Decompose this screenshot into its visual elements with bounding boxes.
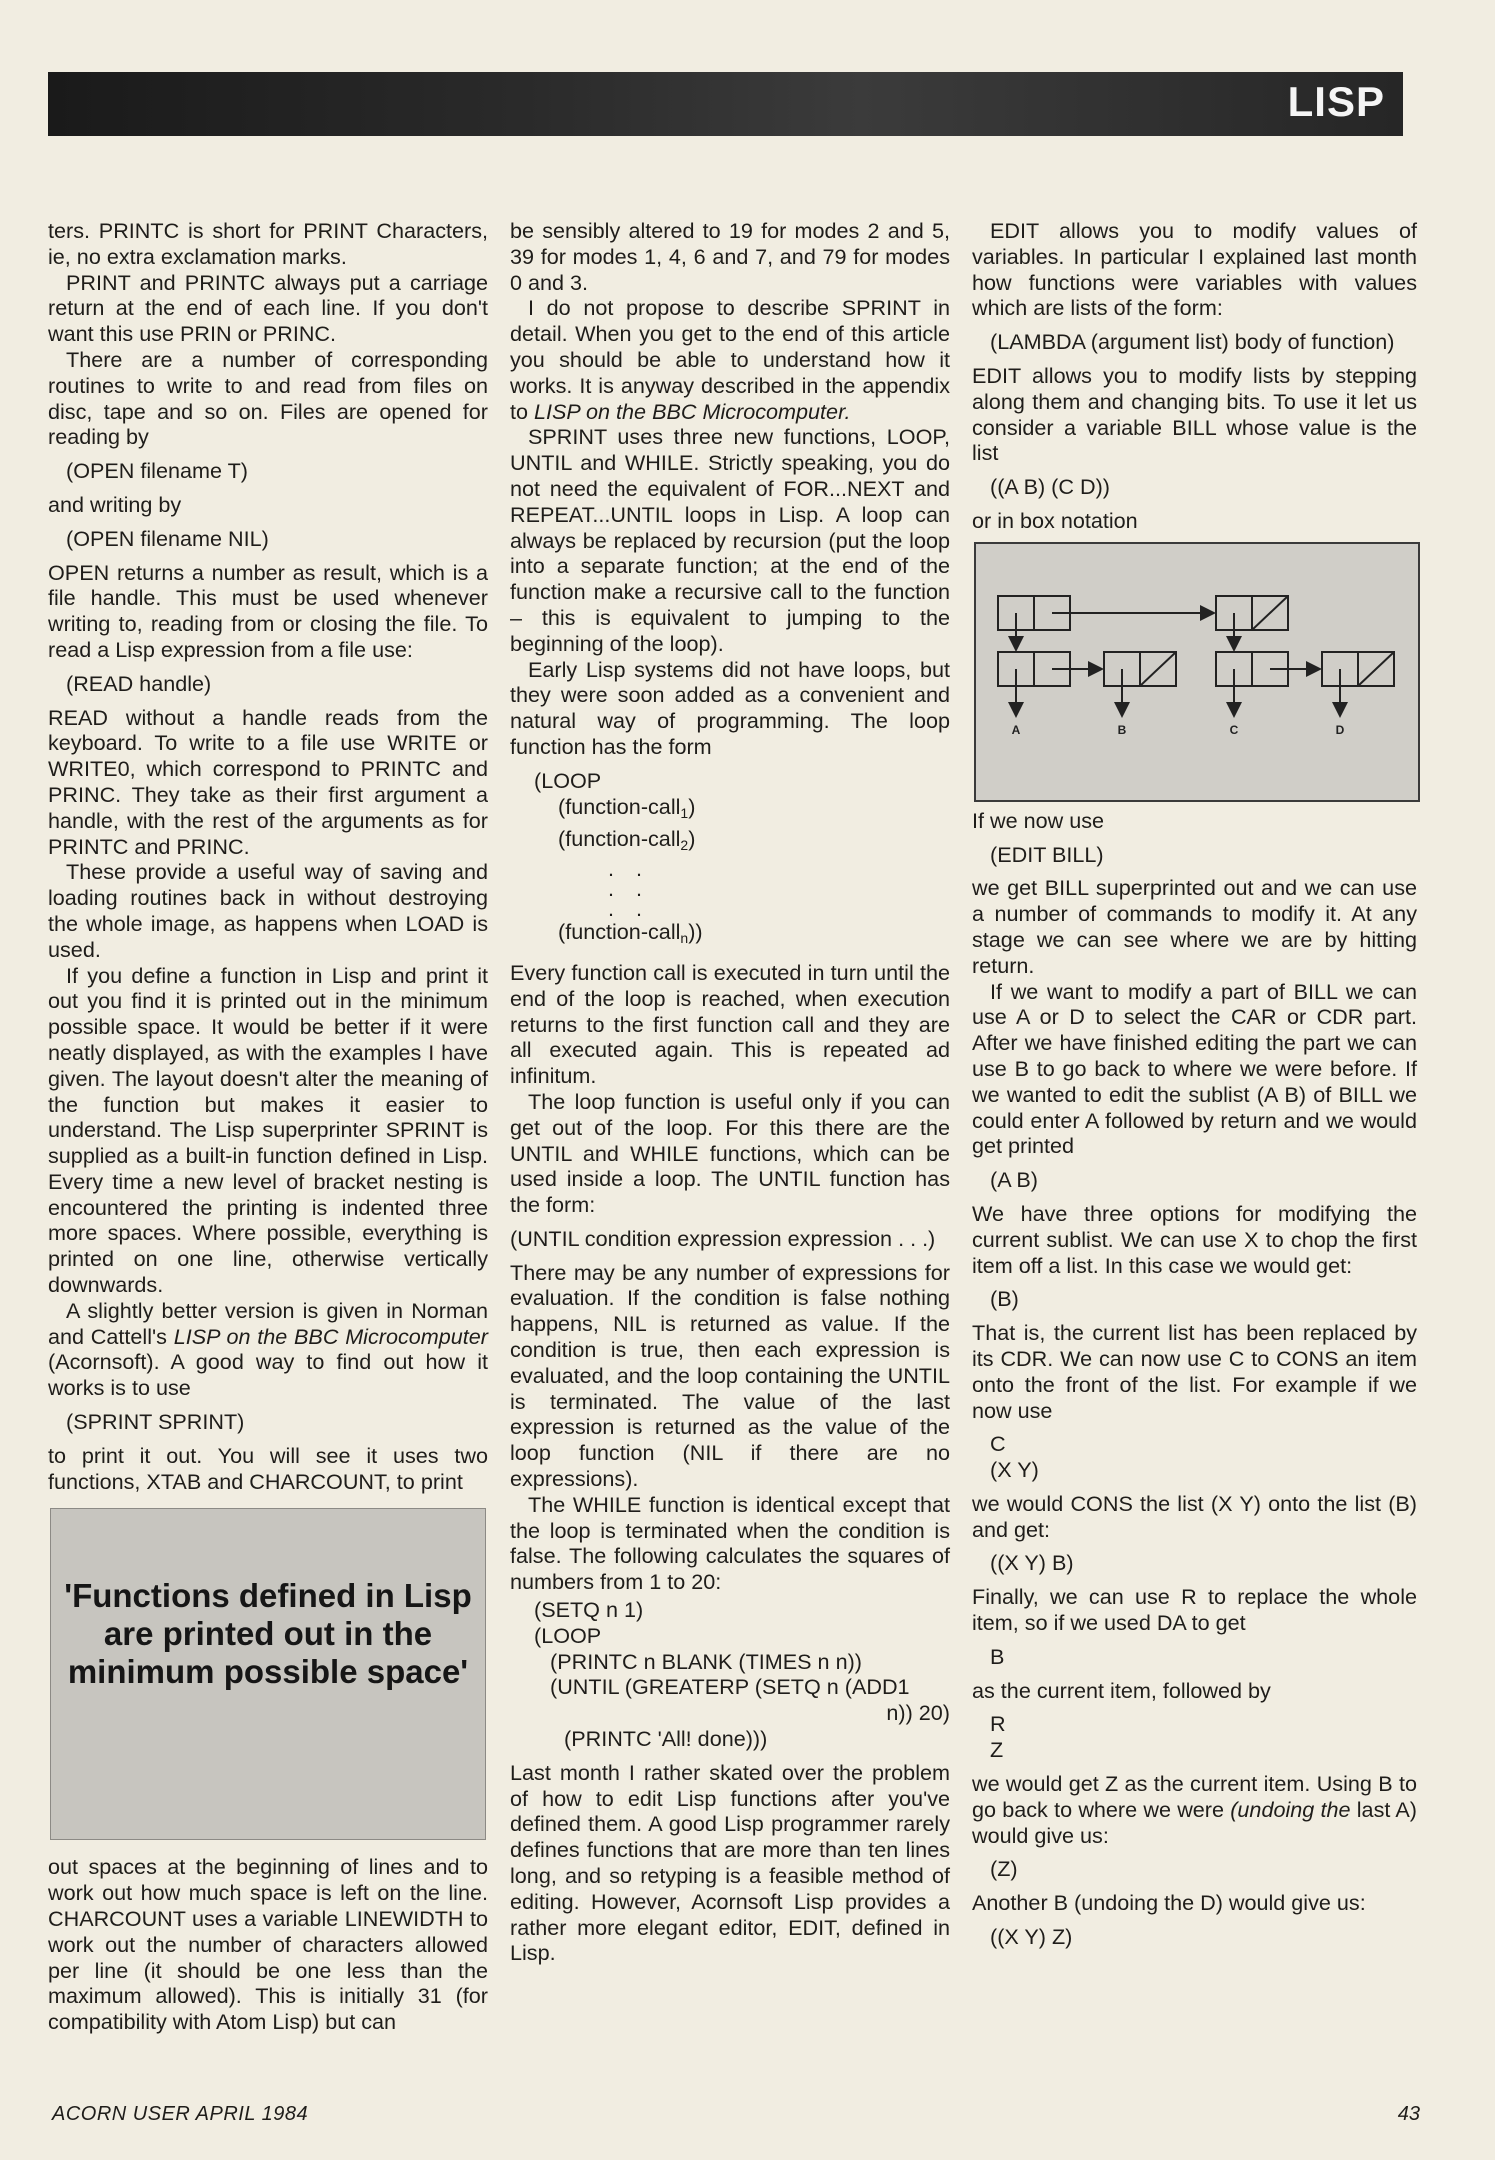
- code-example: C (X Y): [990, 1431, 1039, 1483]
- section-header-bar: [48, 72, 1403, 136]
- ellipsis-dots: . .: [608, 876, 650, 902]
- code-example: (UNTIL condition expression expression . . .): [510, 1225, 936, 1251]
- paragraph: we would get Z as the current item. Using B to go back to where we were (undoing the last A) would give us:: [972, 1771, 1417, 1848]
- squares-program: (SETQ n 1) (LOOP (PRINTC n BLANK (TIMES n n)) (UNTIL (GREATERP (SETQ n (ADD1 n)) 20) (PRINTC 'All! done))): [534, 1597, 950, 1752]
- paragraph: we would CONS the list (X Y) onto the list (B) and get:: [972, 1490, 1417, 1542]
- paragraph: If we now use: [972, 807, 1105, 833]
- loop-form-example: (LOOP (function-call$_1$) (function-call$_2$) . . . . . . (function-call$_n$)): [534, 768, 950, 952]
- paragraph: If you define a function in Lisp and print it out you find it is printed out in the minimum possible space. It would be better if it were neatly displayed, as with the examples I have given. The layout doesn't alter the meaning of the function but makes it easier to understand. The Lisp superprinter SPRINT is supplied as a built-in function defined in Lisp. Every time a new level of bracket nesting is encountered the printing is indented three more spaces. Where possible, everything is printed on one line, otherwise vertically downwards.: [48, 962, 488, 1298]
- paragraph: Last month I rather skated over the problem of how to edit Lisp functions after you've defined them. A good Lisp programmer rarely defines functions that are more than ten lines long, and so retyping is a feasible method of editing. However, Acornsoft Lisp provides a rather more elegant editor, EDIT, defined in Lisp.: [510, 1759, 950, 1966]
- atom-label-c: C: [1229, 722, 1239, 737]
- page-number: 43: [1397, 2103, 1420, 2125]
- code-example: R Z: [990, 1711, 1006, 1763]
- pull-quote: 'Functions defined in Lisp are printed out in the minimum possible space': [64, 1577, 472, 1691]
- paragraph: out spaces at the beginning of lines and to work out how much space is left on the line. CHARCOUNT uses a variable LINEWIDTH to work out the number of characters allowed per line (it should be one less than the maximum allowed). This is initially 31 (for compatibility with Atom Lisp) but can: [48, 1854, 488, 2035]
- paragraph: There may be any number of expressions for evaluation. If the condition is false nothing happens, NIL is returned as value. If the condition is true, then each expression is evaluated, and the loop containing the UNTIL is terminated. The value of the last expression is returned as the value of the loop function (NIL if there are no expressions).: [510, 1259, 950, 1492]
- paragraph: The WHILE function is identical except that the loop is terminated when the condition is false. The following calculates the squares of numbers from 1 to 20:: [510, 1491, 950, 1595]
- paragraph: There are a number of corresponding routines to write to and read from files on disc, tape and so on. Files are opened for reading by: [48, 346, 488, 450]
- column-3: [972, 218, 1417, 1958]
- paragraph: We have three options for modifying the current sublist. We can use X to chop the first item off a list. In this case we would get:: [972, 1200, 1417, 1278]
- paragraph: That is, the current list has been replaced by its CDR. We can now use C to CONS an item onto the front of the list. For example if we now use: [972, 1320, 1417, 1423]
- paragraph: If we want to modify a part of BILL we can use A or D to select the CAR or CDR part. After we have finished editing the part we can use B to go back to where we were before. If we wanted to edit the sublist (A B) of BILL we could enter A followed by return and we would get printed: [972, 978, 1417, 1159]
- column-2: [510, 218, 950, 1966]
- code-example: (READ handle): [66, 670, 212, 696]
- paragraph: to print it out. You will see it uses two functions, XTAB and CHARCOUNT, to print: [48, 1442, 488, 1494]
- atom-label-d: D: [1335, 722, 1345, 737]
- paragraph: OPEN returns a number as result, which is a file handle. This must be used whenever writing to, reading from or closing the file. To read a Lisp expression from a file use:: [48, 559, 488, 662]
- paragraph: EDIT allows you to modify lists by stepping along them and changing bits. To use it let us consider a variable BILL whose value is the list: [972, 362, 1417, 466]
- code-example: (EDIT BILL): [990, 841, 1104, 867]
- code-example: (LAMBDA (argument list) body of function): [990, 329, 1395, 355]
- ellipsis-dots: . .: [608, 856, 650, 882]
- paragraph: we get BILL superprinted out and we can use a number of commands to modify it. At any stage we can see where we are by hitting return.: [972, 875, 1417, 978]
- paragraph: SPRINT uses three new functions, LOOP, UNTIL and WHILE. Strictly speaking, you do not need the equivalent of FOR...NEXT and REPEAT...UNTIL loops in Lisp. A loop can always be replaced by recursion (put the loop into a separate function; at the end of the function make a recursive call to the function – this is equivalent to jumping to the beginning of the loop).: [510, 424, 950, 656]
- paragraph: ters. PRINTC is short for PRINT Characters, ie, no extra exclamation marks.: [48, 218, 488, 269]
- paragraph: READ without a handle reads from the keyboard. To write to a file use WRITE or WRITE0, which correspond to PRINTC and PRINC. They take as their first argument a handle, with the rest of the arguments as for PRINTC and PRINC.: [48, 704, 488, 859]
- code-example: (OPEN filename T): [66, 458, 248, 484]
- box-diagram-svg: [976, 544, 1418, 800]
- paragraph: or in box notation: [972, 507, 1138, 533]
- code-example: ((X Y) Z): [990, 1924, 1073, 1950]
- paragraph: and writing by: [48, 491, 182, 517]
- pull-quote-box: [50, 1508, 486, 1840]
- paragraph: These provide a useful way of saving and loading routines back in without destroying the whole image, as happens when LOAD is used.: [48, 859, 488, 962]
- paragraph: I do not propose to describe SPRINT in detail. When you get to the end of this article you should be able to understand how it works. It is anyway described in the appendix to LISP on the BBC Microcomputer.: [510, 295, 950, 424]
- section-title: LISP: [1287, 78, 1385, 125]
- code-example: ((A B) (C D)): [990, 474, 1110, 500]
- paragraph: Another B (undoing the D) would give us:: [972, 1890, 1366, 1916]
- book-title: LISP on the BBC Microcomputer: [173, 1323, 488, 1349]
- code-example: ((X Y) B): [990, 1550, 1074, 1576]
- atom-label-a: A: [1011, 722, 1021, 737]
- paragraph: be sensibly altered to 19 for modes 2 and 5, 39 for modes 1, 4, 6 and 7, and 79 for modes 0 and 3.: [510, 218, 950, 295]
- box-notation-diagram: [974, 542, 1420, 802]
- paragraph: as the current item, followed by: [972, 1677, 1271, 1703]
- code-example: B: [990, 1643, 1005, 1669]
- paragraph: The loop function is useful only if you can get out of the loop. For this there are the UNTIL and WHILE functions, which can be used inside a loop. The UNTIL function has the form:: [510, 1088, 950, 1218]
- paragraph: PRINT and PRINTC always put a carriage return at the end of each line. If you don't want this use PRIN or PRINC.: [48, 269, 488, 347]
- code-example: (Z): [990, 1856, 1018, 1882]
- atom-label-b: B: [1117, 722, 1127, 737]
- ellipsis-dots: . .: [608, 896, 650, 922]
- code-example: (OPEN filename NIL): [66, 525, 269, 551]
- paragraph: Early Lisp systems did not have loops, but they were soon added as a convenient and natural way of programming. The loop function has the form: [510, 656, 950, 759]
- column-1: [48, 218, 488, 2035]
- code-example: (B): [990, 1286, 1019, 1312]
- book-title: LISP on the BBC Microcomputer.: [534, 398, 851, 424]
- paragraph: EDIT allows you to modify values of variables. In particular I explained last month how functions were variables with values which are lists of the form:: [972, 218, 1417, 321]
- code-example: (A B): [990, 1167, 1038, 1193]
- magazine-footer: ACORN USER APRIL 1984: [52, 2103, 309, 2125]
- paragraph: A slightly better version is given in Norman and Cattell's LISP on the BBC Microcomputer (Acornsoft). A good way to find out how it works is to use: [48, 1297, 488, 1401]
- paragraph: Every function call is executed in turn until the end of the loop is reached, when execution returns to the first function call and they are all executed again. This is repeated ad infinitum.: [510, 959, 950, 1089]
- paragraph: Finally, we can use R to replace the whole item, so if we used DA to get: [972, 1584, 1417, 1636]
- code-example: (SPRINT SPRINT): [66, 1409, 245, 1435]
